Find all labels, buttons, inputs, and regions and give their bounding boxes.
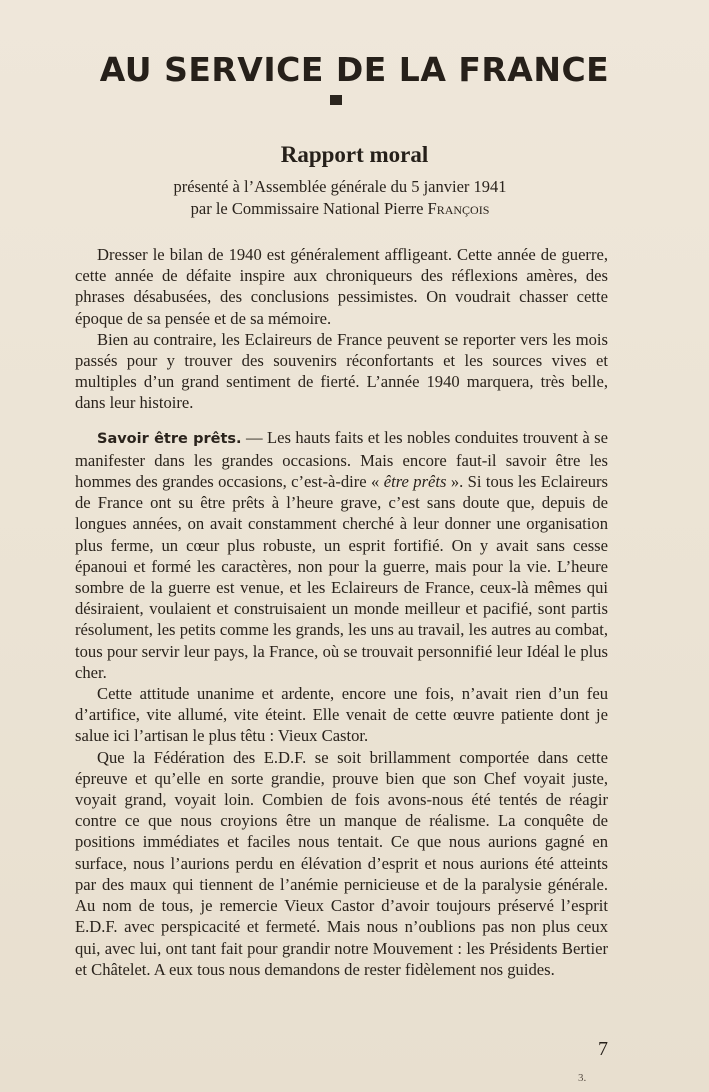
author-prefix: par le Commissaire National Pierre xyxy=(190,199,424,218)
presentation-block xyxy=(0,176,680,220)
paragraph-4: Cette attitude unanime et ardente, encore une fois, n’avait rien d’un feu d’artifice, vite allumé, vite éteint. Elle venait de cette œuvre patiente dont je salue ici l’artisan le plus têtu : Vieux Castor. xyxy=(75,684,608,746)
title-ornament-square xyxy=(330,95,342,105)
page-title: AU SERVICE DE LA FRANCE xyxy=(99,50,610,89)
author-surname: François xyxy=(427,199,490,218)
paragraph-2: Bien au contraire, les Eclaireurs de France peuvent se reporter vers les mois passés pour y trouver des souvenirs réconfortants et les sources vives et multiples d’un grand sentiment de fierté. L’année 1940 marquera, très belle, dans leur histoire. xyxy=(75,329,608,413)
section-heading: Savoir être prêts. xyxy=(97,430,242,447)
paragraph-3-part-1: — Les hauts faits et les nobles conduites trouvent à se manifester dans les grandes occasions. Mais encore faut-il savoir être les hommes des grandes occasions, c’est-à-dire « xyxy=(75,427,608,492)
paragraph-5: Que la Fédération des E.D.F. se soit brillamment comportée dans cette épreuve et qu’elle en sorte grandie, prouve bien que son Chef voyait juste, voyait grand, voyait loin. Combien de fois avons-nous été tentés de réagir contre ce que nous croyions être un manque de réalisme. La conquête de positions immédiates et faciles nous tentait. Ce que nous aurions gagné en surface, nous l’aurions perdu en élévation d’esprit et nous aurions été atteints par des maux qui tiennent de l’anémie pernicieuse et de la paralysie générale. Au nom de tous, je remercie Vieux Castor d’avoir toujours préservé l’esprit E.D.F. avec perspicacité et fermeté. Mais nous n’oublions pas non plus ceux qui, avec lui, ont tant fait pour grandir notre Mouvement : les Présidents Bertier et Châtelet. A eux tous nous demandons de rester fidèlement nos guides. xyxy=(75,747,608,979)
paragraph-3-italic: être prêts xyxy=(383,472,447,492)
paragraph-1: Dresser le bilan de 1940 est généralement affligeant. Cette année de guerre, cette année de défaite inspire aux chroniqueurs des réflexions amères, des phrases désabusées, des conclusions pessimistes. On voudrait chasser cette époque de sa pensée et de sa mémoire. xyxy=(75,245,608,328)
paragraph-3-part-2: ». Si tous les Eclaireurs de France ont su être prêts à l’heure grave, c’est sans doute que, depuis de longues années, on avait constamment cherché à leur donner une organisation plus ferme, un cœur plus robuste, un esprit fortifié. On y avait sans cesse épanoui et formé les caractères, non pour la guerre, mais pour la vie. L’heure sombre de la guerre est venue, et les Eclaireurs de France, ceux-là mêmes qui désiraient, voulaient et construisaient un monde meilleur et pacifié, sont partis résolument, les petits comme les grands, les uns au travail, les autres au combat, tous pour servir leur pays, la France, où se trouvait personnifié leur Idéal le plus cher. xyxy=(75,472,608,682)
author-line xyxy=(0,198,680,220)
report-subtitle: Rapport moral xyxy=(280,142,429,167)
paragraph-3 xyxy=(75,427,608,683)
page-number: 7 xyxy=(598,1038,608,1060)
report-body xyxy=(75,244,608,980)
sheet-number: 3. xyxy=(578,1072,587,1084)
presentation-line: présenté à l’Assemblée générale du 5 janvier 1941 xyxy=(173,177,507,196)
